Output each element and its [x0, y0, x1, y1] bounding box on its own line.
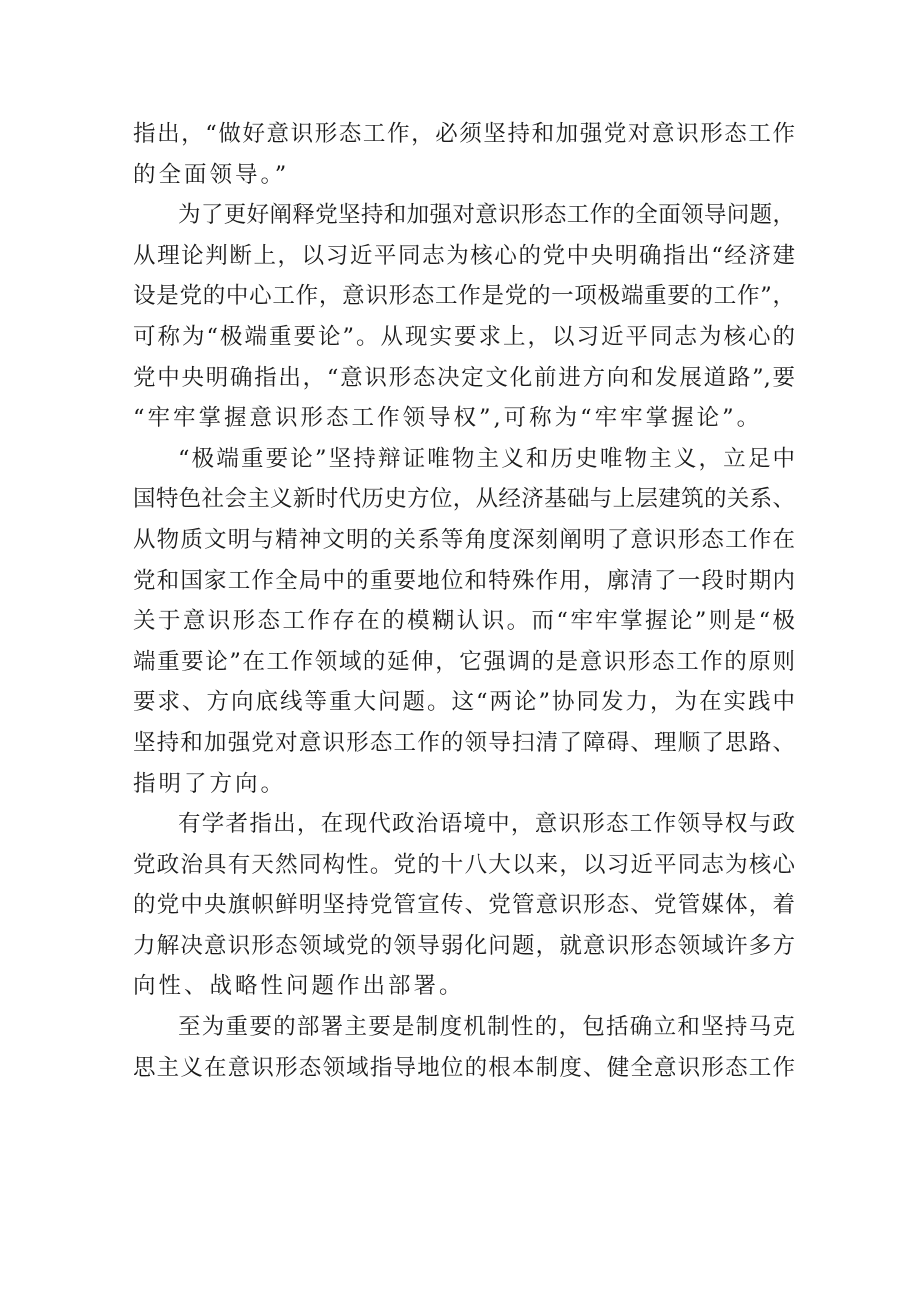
text-line: “牢牢掌握意识形态工作领导权”,可称为“牢牢掌握论”。 — [133, 405, 763, 432]
text-line: 有学者指出，在现代政治语境中，意识形态工作领导权与政 — [178, 811, 795, 838]
text-line: 端重要论”在工作领域的延伸，它强调的是意识形态工作的原则 — [133, 648, 795, 675]
text-line: 思主义在意识形态领域指导地位的根本制度、健全意识形态工作 — [133, 1054, 795, 1081]
text-line: 党和国家工作全局中的重要地位和特殊作用，廓清了一段时期内 — [133, 567, 795, 594]
text-line: 坚持和加强党对意识形态工作的领导扫清了障碍、理顺了思路、 — [133, 729, 795, 756]
text-line: 的全面领导。” — [133, 161, 290, 188]
paragraph — [133, 804, 795, 1007]
text-line: 的党中央旗帜鲜明坚持党管宣传、党管意识形态、党管媒体，着 — [133, 892, 795, 919]
paragraph — [133, 439, 795, 804]
text-line: 可称为“极端重要论”。从现实要求上，以习近平同志为核心的 — [133, 323, 795, 350]
document-body — [133, 114, 795, 1088]
text-line: 从理论判断上，以习近平同志为核心的党中央明确指出“经济建 — [133, 242, 795, 269]
text-line: 从物质文明与精神文明的关系等角度深刻阐明了意识形态工作在 — [133, 526, 795, 553]
text-line: 党中央明确指出，“意识形态决定文化前进方向和发展道路”,要 — [133, 364, 795, 391]
text-line: 为了更好阐释党坚持和加强对意识形态工作的全面领导问题， — [178, 202, 795, 229]
paragraph — [133, 114, 795, 195]
text-line: “极端重要论”坚持辩证唯物主义和历史唯物主义，立足中 — [178, 445, 795, 472]
text-line: 指出，“做好意识形态工作，必须坚持和加强党对意识形态工作 — [133, 121, 795, 147]
text-line: 设是党的中心工作，意识形态工作是党的一项极端重要的工作”， — [133, 283, 795, 310]
text-line: 至为重要的部署主要是制度机制性的，包括确立和坚持马克 — [178, 1014, 795, 1041]
text-line: 力解决意识形态领域党的领导弱化问题，就意识形态领域许多方 — [133, 932, 795, 959]
text-line: 党政治具有天然同构性。党的十八大以来，以习近平同志为核心 — [133, 851, 795, 878]
text-line: 国特色社会主义新时代历史方位，从经济基础与上层建筑的关系、 — [133, 486, 795, 513]
paragraph — [133, 1007, 795, 1088]
text-line: 要求、方向底线等重大问题。这“两论”协同发力，为在实践中 — [133, 689, 795, 716]
text-line: 关于意识形态工作存在的模糊认识。而“牢牢掌握论”则是“极 — [133, 608, 795, 635]
paragraph — [133, 195, 795, 439]
text-line: 指明了方向。 — [133, 770, 287, 797]
text-line: 向性、战略性问题作出部署。 — [133, 973, 465, 1000]
